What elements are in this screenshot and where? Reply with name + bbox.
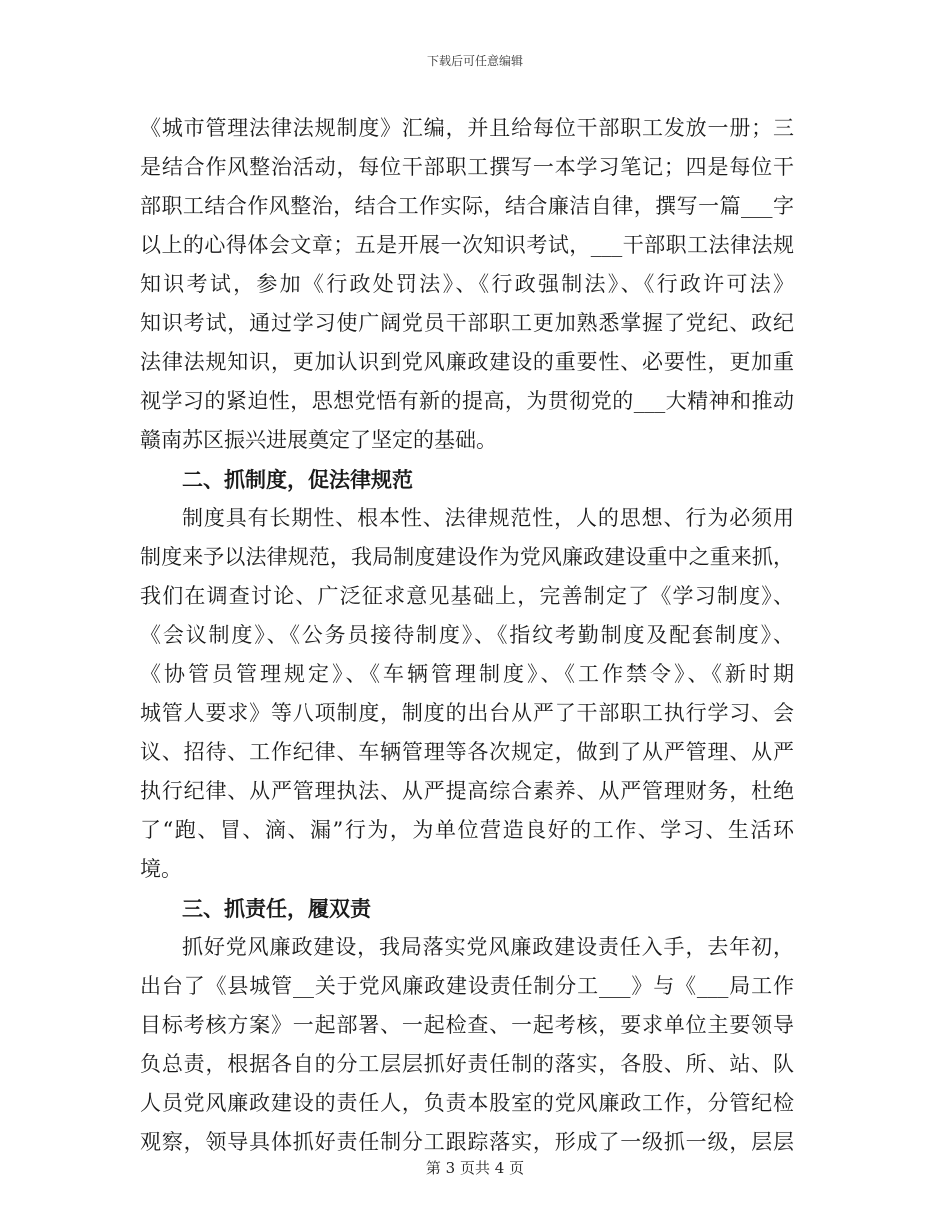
paragraph-line: 了“跑、冒、滴、漏”行为，为单位营造良好的工作、学习、生活环 — [140, 818, 794, 842]
paragraph-line: 我们在调查讨论、广泛征求意见基础上，完善制定了《学习制度》、 — [140, 584, 794, 608]
paragraph-line: 《协管员管理规定》、《车辆管理制度》、《工作禁令》、《新时期 — [140, 662, 794, 686]
paragraph-line: 出台了《县城管__关于党风廉政建设责任制分工___》与《___局工作 — [140, 974, 794, 998]
paragraph-line: 目标考核方案》一起部署、一起检查、一起考核，要求单位主要领导 — [140, 1013, 794, 1037]
paragraph-line: 视学习的紧迫性，思想党悟有新的提高，为贯彻党的___大精神和推动 — [140, 389, 794, 413]
paragraph-line: 制度来予以法律规范，我局制度建设作为党风廉政建设重中之重来抓， — [140, 545, 794, 569]
paragraph-line: 议、招待、工作纪律、车辆管理等各次规定，做到了从严管理、从严 — [140, 740, 794, 764]
page-header: 下载后可任意编辑 — [426, 54, 523, 68]
document-body — [140, 109, 794, 1162]
paragraph-line: 城管人要求》等八项制度，制度的出台从严了干部职工执行学习、会 — [140, 701, 794, 725]
paragraph-line: 人员党风廉政建设的责任人，负责本股室的党风廉政工作，分管纪检 — [140, 1091, 794, 1115]
page-footer: 第 3 页共 4 页 — [425, 1159, 525, 1177]
paragraph-line: 是结合作风整治活动，每位干部职工撰写一本学习笔记；四是每位干 — [140, 155, 794, 179]
paragraph-line: 部职工结合作风整治，结合工作实际，结合廉洁自律，撰写一篇___字 — [140, 194, 794, 218]
paragraph-line: 制度具有长期性、根本性、法律规范性，人的思想、行为必须用 — [182, 506, 794, 530]
paragraph-line: 赣南苏区振兴进展奠定了坚定的基础。 — [140, 428, 497, 452]
paragraph-line: 《城市管理法律法规制度》汇编，并且给每位干部职工发放一册；三 — [140, 116, 794, 140]
paragraph-line: 抓好党风廉政建设，我局落实党风廉政建设责任入手，去年初， — [182, 935, 794, 959]
paragraph-line: 法律法规知识，更加认识到党风廉政建设的重要性、必要性，更加重 — [140, 350, 794, 374]
paragraph-line: 境。 — [140, 857, 182, 881]
section-heading: 三、抓责任，履双责 — [182, 896, 371, 921]
paragraph-line: 观察，领导具体抓好责任制分工跟踪落实，形成了一级抓一级，层层 — [140, 1130, 794, 1154]
section-heading: 二、抓制度，促法律规范 — [182, 467, 413, 492]
paragraph-line: 知识考试，通过学习使广阔党员干部职工更加熟悉掌握了党纪、政纪 — [140, 311, 794, 335]
paragraph-line: 《会议制度》、《公务员接待制度》、《指纹考勤制度及配套制度》、 — [140, 623, 794, 647]
paragraph-line: 以上的心得体会文章；五是开展一次知识考试，___干部职工法律法规 — [140, 233, 794, 257]
paragraph-line: 执行纪律、从严管理执法、从严提高综合素养、从严管理财务，杜绝 — [140, 779, 794, 803]
paragraph-line: 负总责，根据各自的分工层层抓好责任制的落实，各股、所、站、队 — [140, 1052, 794, 1076]
paragraph-line: 知识考试，参加《行政处罚法》、《行政强制法》、《行政许可法》 — [140, 272, 794, 296]
